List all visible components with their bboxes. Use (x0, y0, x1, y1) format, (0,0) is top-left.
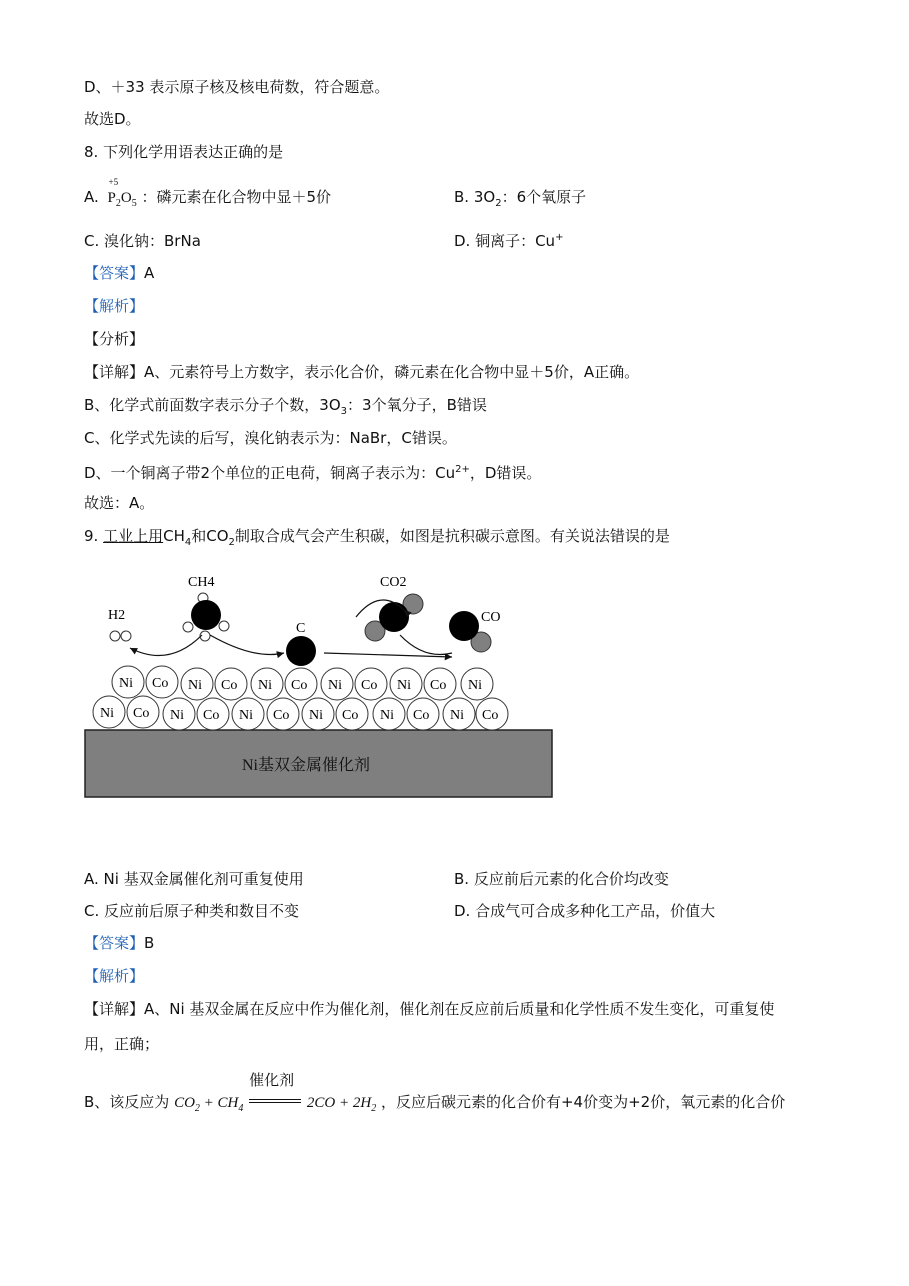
atom-ni (302, 698, 334, 730)
detail-d-part1: D、一个铜离子带2个单位的正电荷，铜离子表示为：Cu (84, 464, 456, 482)
q9-stem-rest: 制取合成气会产生积碳，如图是抗积碳示意图。有关说法错误的是 (234, 527, 670, 545)
q9-option-d: D. 合成气可合成多种化工产品，价值大 (454, 902, 716, 920)
detail-b-prefix: B、该反应为 (84, 1093, 170, 1111)
q8-analysis-label: 【解析】 (84, 297, 145, 315)
atom-ni (461, 668, 493, 700)
q9-stem-co2-sub: 2 (228, 537, 235, 548)
svg-text:Co: Co (203, 708, 220, 723)
atom-ni (373, 698, 405, 730)
q9-option-c: C. 反应前后原子种类和数目不变 (84, 902, 300, 920)
prev-item-d: D、＋33 表示原子核及核电荷数，符合题意。 (84, 78, 390, 96)
h2-label: H2 (108, 608, 126, 623)
prev-choose: 故选D。 (84, 110, 141, 128)
q8-option-d-prefix: D. 铜离子：Cu (454, 232, 556, 250)
eq-right: 2CO + 2H (306, 1095, 372, 1111)
eq-left-sub: 2 (194, 1103, 200, 1114)
q9-stem (84, 526, 670, 553)
eq-left: CO (174, 1095, 195, 1111)
atom-ni (93, 696, 125, 728)
svg-text:Ni: Ni (188, 678, 202, 693)
svg-text:Ni: Ni (100, 706, 114, 721)
atom-ni (321, 668, 353, 700)
h-atom (219, 621, 229, 631)
q9-stem-u1: 工业上用 (103, 527, 164, 545)
atom-ni (251, 668, 283, 700)
svg-text:Ni: Ni (239, 708, 253, 723)
atom-row-bottom (93, 696, 508, 730)
q8-option-b-prefix: B. 3O (454, 188, 496, 206)
eq-left2-sub: 4 (238, 1103, 244, 1114)
anti-carbon-diagram (84, 565, 554, 800)
q8-option-a (84, 177, 332, 209)
q9-option-a: A. Ni 基双金属催化剂可重复使用 (84, 870, 304, 888)
svg-text:Co: Co (361, 678, 378, 693)
svg-text:Ni: Ni (170, 708, 184, 723)
q9-detail-b (84, 1073, 786, 1119)
q8-detail-c: C、化学式先读的后写，溴化钠表示为：NaBr，C错误。 (84, 429, 457, 447)
arrow-from-co2 (400, 635, 452, 655)
svg-text:Ni: Ni (450, 708, 464, 723)
eq-plus: + CH (199, 1095, 239, 1111)
c-label: C (296, 621, 306, 636)
atom-ni (181, 668, 213, 700)
detail-b-sub: 3 (340, 406, 348, 417)
q9-analysis-label: 【解析】 (84, 967, 145, 985)
svg-text:Co: Co (342, 708, 359, 723)
arrow-to-carbon (210, 635, 284, 655)
q8-option-a-formula (107, 177, 137, 209)
svg-text:Co: Co (273, 708, 290, 723)
atom-co (146, 666, 178, 698)
carbon-atom (379, 602, 409, 632)
svg-text:Co: Co (221, 678, 238, 693)
atom-co (336, 698, 368, 730)
formula-sub2: 5 (131, 198, 137, 209)
svg-text:Ni: Ni (258, 678, 272, 693)
q8-detail-b (84, 395, 487, 422)
atom-co (197, 698, 229, 730)
atom-co (355, 668, 387, 700)
atom-ni (112, 666, 144, 698)
svg-text:Ni: Ni (309, 708, 323, 723)
q9-num: 9. (84, 527, 104, 545)
valence-mark: +5 (108, 177, 119, 187)
q8-option-d-sup: + (555, 232, 564, 243)
q9-option-b: B. 反应前后元素的化合价均改变 (454, 870, 669, 888)
atom-co (476, 698, 508, 730)
h-atom (110, 631, 120, 641)
q8-option-b-sub: 2 (495, 198, 502, 209)
svg-text:Ni: Ni (397, 678, 411, 693)
q8-stem: 8. 下列化学用语表达正确的是 (84, 143, 284, 161)
detail-label: 【详解】 (84, 363, 145, 381)
detail-a-text: A、元素符号上方数字，表示化合价，磷元素在化合物中显＋5价，A正确。 (144, 363, 640, 381)
atom-co (285, 668, 317, 700)
eq-condition (249, 1073, 301, 1113)
detail-d-sup: 2+ (455, 464, 470, 475)
svg-text:Co: Co (482, 708, 499, 723)
detail-d-part2: ，D错误。 (469, 464, 542, 482)
q8-option-a-prefix: A. (84, 188, 99, 206)
answer-value: A (144, 264, 155, 282)
detail-b-rest: ，反应后碳元素的化合价有+4价变为+2价，氧元素的化合价 (380, 1093, 786, 1111)
q8-fenxi-label: 【分析】 (84, 330, 145, 348)
carbon-atom (286, 636, 316, 666)
atom-co (267, 698, 299, 730)
q8-option-b-text: ：6个氧原子 (501, 188, 587, 206)
carbon-atom (191, 600, 221, 630)
q8-option-c: C. 溴化钠：BrNa (84, 232, 201, 250)
atom-co (215, 668, 247, 700)
svg-text:Ni: Ni (328, 678, 342, 693)
svg-text:Co: Co (413, 708, 430, 723)
h-atom (183, 622, 193, 632)
arrow-to-h2 (130, 635, 202, 656)
q8-choose: 故选：A。 (84, 494, 155, 512)
detail-b-part1: B、化学式前面数字表示分子个数，3O (84, 396, 341, 414)
q8-option-b (454, 186, 586, 209)
q8-detail-d (84, 460, 541, 483)
h-atom (121, 631, 131, 641)
q9-stem-and: 和 (191, 527, 207, 545)
q9-stem-co2: CO (206, 527, 229, 545)
formula-p: P (107, 190, 116, 206)
q9-stem-ch4-sub: 4 (184, 537, 192, 548)
q9-detail-a-line2: 用，正确； (84, 1035, 160, 1053)
eq-right-sub: 2 (371, 1103, 377, 1114)
atom-ni (390, 668, 422, 700)
q8-option-d (454, 230, 563, 251)
detail-a-text: A、Ni 基双金属在反应中作为催化剂，催化剂在反应前后质量和化学性质不发生变化，可重复使 (144, 1000, 775, 1018)
atom-ni (443, 698, 475, 730)
svg-text:Co: Co (430, 678, 447, 693)
reaction-equation (174, 1073, 377, 1119)
detail-label: 【详解】 (84, 1000, 145, 1018)
q9-stem-ch4: CH (163, 527, 185, 545)
co-label: CO (481, 610, 501, 625)
answer-label: 【答案】 (84, 934, 145, 952)
svg-text:Co: Co (291, 678, 308, 693)
catalyst-label: Ni基双金属催化剂 (242, 757, 371, 774)
answer-label: 【答案】 (84, 264, 145, 282)
svg-text:Co: Co (133, 706, 150, 721)
q8-detail-a (84, 362, 639, 382)
atom-co (407, 698, 439, 730)
q9-answer (84, 933, 154, 953)
eq-catalyst-label: 催化剂 (249, 1073, 295, 1089)
formula-sub1: 2 (115, 198, 121, 209)
atom-co (424, 668, 456, 700)
atom-ni (163, 698, 195, 730)
svg-text:Ni: Ni (119, 676, 133, 691)
ch4-label: CH4 (188, 575, 215, 590)
q9-detail-a-line1 (84, 999, 774, 1019)
atom-co (127, 696, 159, 728)
q8-answer (84, 263, 154, 283)
answer-value: B (144, 934, 155, 952)
detail-b-part2: ：3个氧分子，B错误 (347, 396, 487, 414)
svg-text:Ni: Ni (468, 678, 482, 693)
co2-label: CO2 (380, 575, 407, 590)
atom-row-top (112, 666, 493, 700)
q8-option-a-text: ：磷元素在化合物中显＋5价 (141, 188, 332, 206)
svg-text:Ni: Ni (380, 708, 394, 723)
svg-text:Co: Co (152, 676, 169, 691)
atom-ni (232, 698, 264, 730)
carbon-atom (449, 611, 479, 641)
eq-equals-sign (249, 1099, 301, 1103)
formula-o: O (120, 190, 132, 206)
q9-stem-underlined (103, 527, 163, 545)
